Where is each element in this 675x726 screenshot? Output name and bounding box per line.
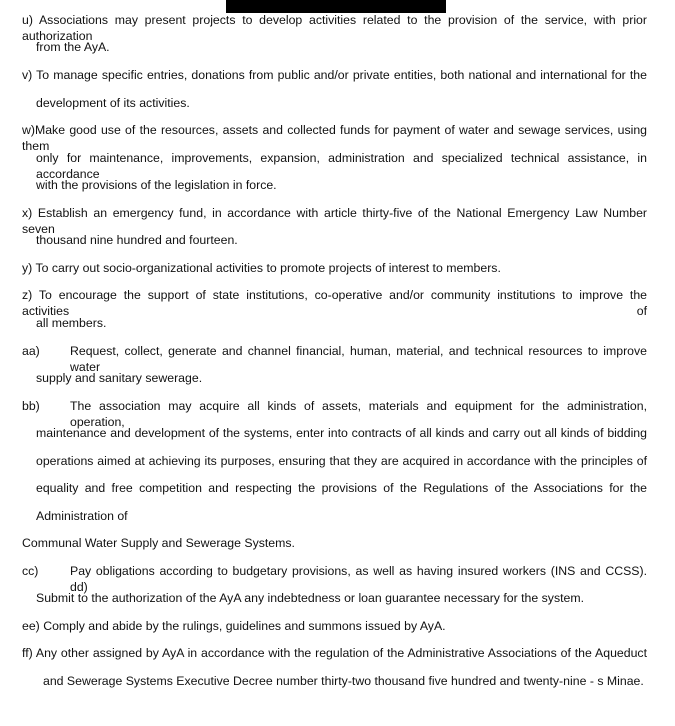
- item-x-line-2: thousand nine hundred and fourteen.: [36, 233, 238, 247]
- item-ff-line-1: ff) Any other assigned by AyA in accordance with the regulation of the Administrative Associations of the Aqueduct: [22, 646, 647, 660]
- item-dd-line-1: Submit to the authorization of the AyA any indebtedness or loan guarantee necessary for the system.: [36, 591, 585, 605]
- item-ff-line-2: and Sewerage Systems Executive Decree number thirty-two thousand five hundred and twenty-nine - s Minae.: [43, 674, 644, 688]
- item-bb-label: bb): [22, 399, 40, 413]
- item-x-line-1: x) Establish an emergency fund, in accordance with article thirty-five of the National Emergency Law Number seven: [22, 206, 647, 236]
- item-bb-line-3: operations aimed at achieving its purposes, ensuring that they are acquired in accordance with the principles of: [36, 454, 647, 468]
- item-u-line-2: from the AyA.: [36, 40, 110, 54]
- item-aa-line-1: Request, collect, generate and channel financial, human, material, and technical resources to improve water: [70, 344, 647, 374]
- item-w-line-2: only for maintenance, improvements, expansion, administration and specialized technical assistance, in accordance: [36, 151, 647, 181]
- item-w-line-3: with the provisions of the legislation in force.: [36, 178, 277, 192]
- item-bb-line-5: Administration of: [36, 509, 128, 523]
- item-bb-line-6: Communal Water Supply and Sewerage Systems.: [22, 536, 295, 550]
- item-bb-line-4: equality and free competition and respecting the provisions of the Regulations of the Associations for the: [36, 481, 647, 495]
- item-aa-line-2: supply and sanitary sewerage.: [36, 371, 203, 385]
- item-y-line-1: y) To carry out socio-organizational activities to promote projects of interest to members.: [22, 261, 501, 275]
- item-w-line-1: w)Make good use of the resources, assets and collected funds for payment of water and sewage services, using them: [22, 123, 647, 153]
- item-ee-line-1: ee) Comply and abide by the rulings, guidelines and summons issued by AyA.: [22, 619, 446, 633]
- item-u-line-1: u) Associations may present projects to develop activities related to the provision of the service, with prior authorization: [22, 13, 647, 43]
- item-bb-line-1: The association may acquire all kinds of assets, materials and equipment for the administration, operation,: [70, 399, 647, 429]
- item-cc-line-1: Pay obligations according to budgetary provisions, as well as having insured workers (INS and CCSS). dd): [70, 564, 647, 594]
- item-z-line-1: z) To encourage the support of state institutions, co-operative and/or community institutions to improve the activities of: [22, 288, 647, 318]
- item-v-line-1: v) To manage specific entries, donations from public and/or private entities, both national and international for the: [22, 68, 647, 82]
- item-v-line-2: development of its activities.: [36, 96, 190, 110]
- item-aa-label: aa): [22, 344, 40, 358]
- item-cc-label: cc): [22, 564, 39, 578]
- item-bb-line-2: maintenance and development of the systems, enter into contracts of all kinds and carry out all kinds of bidding: [36, 426, 647, 440]
- item-z-line-2: all members.: [36, 316, 107, 330]
